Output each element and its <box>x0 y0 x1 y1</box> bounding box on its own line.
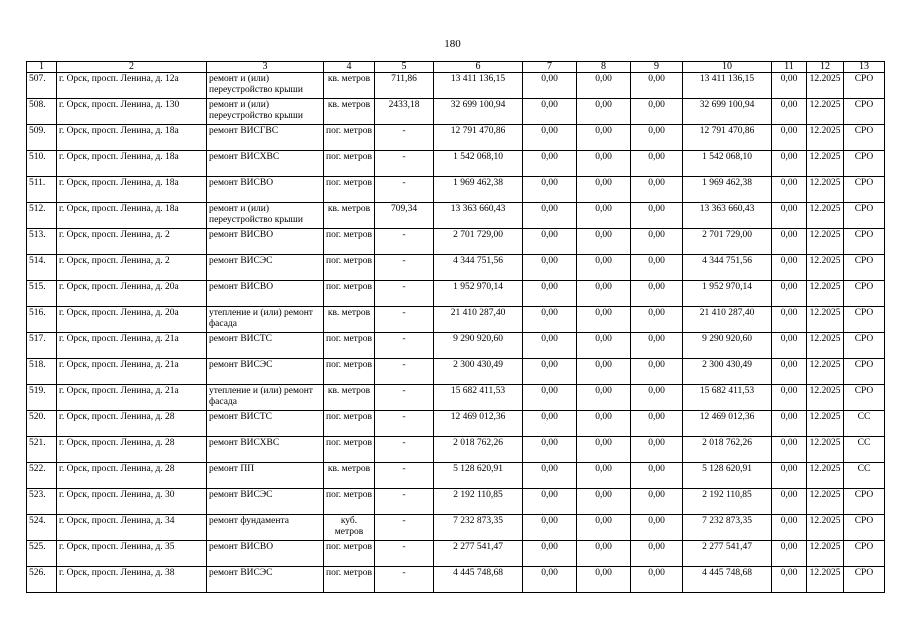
capital-repair-table <box>26 61 885 593</box>
work-type-cell: ремонт ВИСВО <box>207 541 324 567</box>
address-cell: г. Орск, просп. Ленина, д. 28 <box>57 411 207 437</box>
column-number-row <box>27 62 885 73</box>
completion-date-cell: 12.2025 <box>807 541 844 567</box>
owners-funds-cell: 2 018 762,26 <box>683 437 772 463</box>
table-row <box>27 177 885 203</box>
fund-cell: 0,00 <box>631 281 683 307</box>
other-funds-cell: 0,00 <box>772 333 807 359</box>
column-number-header: 1 <box>27 62 57 73</box>
column-number-header: 10 <box>683 62 772 73</box>
table-row <box>27 281 885 307</box>
fund-cell: 0,00 <box>577 385 631 411</box>
table-row <box>27 229 885 255</box>
unit-cell: кв. метров <box>324 203 375 229</box>
area-cell: - <box>375 255 434 281</box>
work-type-cell: утепление и (или) ремонт фасада <box>207 385 324 411</box>
completion-date-cell: 12.2025 <box>807 99 844 125</box>
row-number: 511. <box>27 177 57 203</box>
fund-cell: 0,00 <box>631 177 683 203</box>
column-number-header: 5 <box>375 62 434 73</box>
total-cost-cell: 32 699 100,94 <box>434 99 523 125</box>
owners-funds-cell: 4 445 748,68 <box>683 567 772 593</box>
table-row <box>27 73 885 99</box>
row-number: 525. <box>27 541 57 567</box>
other-funds-cell: 0,00 <box>772 359 807 385</box>
fund-cell: 0,00 <box>523 541 577 567</box>
fund-cell: 0,00 <box>523 567 577 593</box>
fund-cell: 0,00 <box>631 203 683 229</box>
row-number: 510. <box>27 151 57 177</box>
other-funds-cell: 0,00 <box>772 281 807 307</box>
other-funds-cell: 0,00 <box>772 385 807 411</box>
fund-cell: 0,00 <box>523 255 577 281</box>
total-cost-cell: 4 344 751,56 <box>434 255 523 281</box>
table-row <box>27 255 885 281</box>
method-cell: СС <box>844 411 885 437</box>
row-number: 522. <box>27 463 57 489</box>
completion-date-cell: 12.2025 <box>807 177 844 203</box>
area-cell: - <box>375 151 434 177</box>
address-cell: г. Орск, просп. Ленина, д. 20а <box>57 281 207 307</box>
owners-funds-cell: 2 277 541,47 <box>683 541 772 567</box>
owners-funds-cell: 9 290 920,60 <box>683 333 772 359</box>
owners-funds-cell: 2 192 110,85 <box>683 489 772 515</box>
method-cell: СРО <box>844 73 885 99</box>
area-cell: - <box>375 307 434 333</box>
table-row <box>27 307 885 333</box>
method-cell: СРО <box>844 359 885 385</box>
total-cost-cell: 13 411 136,15 <box>434 73 523 99</box>
work-type-cell: ремонт ВИСТС <box>207 411 324 437</box>
owners-funds-cell: 12 791 470,86 <box>683 125 772 151</box>
completion-date-cell: 12.2025 <box>807 203 844 229</box>
work-type-cell: ремонт ВИСВО <box>207 229 324 255</box>
method-cell: СС <box>844 463 885 489</box>
row-number: 521. <box>27 437 57 463</box>
row-number: 517. <box>27 333 57 359</box>
row-number: 518. <box>27 359 57 385</box>
table-row <box>27 567 885 593</box>
completion-date-cell: 12.2025 <box>807 125 844 151</box>
unit-cell: кв. метров <box>324 99 375 125</box>
work-type-cell: ремонт ПП <box>207 463 324 489</box>
area-cell: - <box>375 437 434 463</box>
unit-cell: пог. метров <box>324 359 375 385</box>
method-cell: СРО <box>844 255 885 281</box>
completion-date-cell: 12.2025 <box>807 489 844 515</box>
method-cell: СРО <box>844 229 885 255</box>
owners-funds-cell: 12 469 012,36 <box>683 411 772 437</box>
fund-cell: 0,00 <box>523 333 577 359</box>
fund-cell: 0,00 <box>577 437 631 463</box>
other-funds-cell: 0,00 <box>772 437 807 463</box>
total-cost-cell: 2 018 762,26 <box>434 437 523 463</box>
unit-cell: пог. метров <box>324 567 375 593</box>
column-number-header: 9 <box>631 62 683 73</box>
unit-cell: кв. метров <box>324 307 375 333</box>
work-type-cell: ремонт ВИСТС <box>207 333 324 359</box>
area-cell: - <box>375 177 434 203</box>
other-funds-cell: 0,00 <box>772 73 807 99</box>
fund-cell: 0,00 <box>523 385 577 411</box>
owners-funds-cell: 7 232 873,35 <box>683 515 772 541</box>
address-cell: г. Орск, просп. Ленина, д. 18а <box>57 125 207 151</box>
total-cost-cell: 2 300 430,49 <box>434 359 523 385</box>
column-number-header: 8 <box>577 62 631 73</box>
other-funds-cell: 0,00 <box>772 567 807 593</box>
fund-cell: 0,00 <box>631 255 683 281</box>
unit-cell: пог. метров <box>324 489 375 515</box>
completion-date-cell: 12.2025 <box>807 333 844 359</box>
fund-cell: 0,00 <box>631 515 683 541</box>
completion-date-cell: 12.2025 <box>807 567 844 593</box>
total-cost-cell: 12 469 012,36 <box>434 411 523 437</box>
total-cost-cell: 1 969 462,38 <box>434 177 523 203</box>
table-row <box>27 203 885 229</box>
table-row <box>27 437 885 463</box>
work-type-cell: ремонт и (или) переустройство крыши <box>207 203 324 229</box>
unit-cell: кв. метров <box>324 73 375 99</box>
completion-date-cell: 12.2025 <box>807 229 844 255</box>
fund-cell: 0,00 <box>631 567 683 593</box>
fund-cell: 0,00 <box>631 463 683 489</box>
owners-funds-cell: 21 410 287,40 <box>683 307 772 333</box>
unit-cell: пог. метров <box>324 411 375 437</box>
total-cost-cell: 2 192 110,85 <box>434 489 523 515</box>
fund-cell: 0,00 <box>523 229 577 255</box>
other-funds-cell: 0,00 <box>772 229 807 255</box>
address-cell: г. Орск, просп. Ленина, д. 38 <box>57 567 207 593</box>
address-cell: г. Орск, просп. Ленина, д. 21а <box>57 333 207 359</box>
table-row <box>27 125 885 151</box>
method-cell: СРО <box>844 333 885 359</box>
table-row <box>27 359 885 385</box>
fund-cell: 0,00 <box>631 151 683 177</box>
fund-cell: 0,00 <box>523 99 577 125</box>
fund-cell: 0,00 <box>523 437 577 463</box>
owners-funds-cell: 4 344 751,56 <box>683 255 772 281</box>
method-cell: СРО <box>844 281 885 307</box>
address-cell: г. Орск, просп. Ленина, д. 12а <box>57 73 207 99</box>
row-number: 509. <box>27 125 57 151</box>
work-type-cell: ремонт фундамента <box>207 515 324 541</box>
fund-cell: 0,00 <box>523 203 577 229</box>
fund-cell: 0,00 <box>577 567 631 593</box>
area-cell: - <box>375 281 434 307</box>
table-row <box>27 333 885 359</box>
fund-cell: 0,00 <box>523 73 577 99</box>
fund-cell: 0,00 <box>631 411 683 437</box>
address-cell: г. Орск, просп. Ленина, д. 18а <box>57 177 207 203</box>
owners-funds-cell: 13 411 136,15 <box>683 73 772 99</box>
method-cell: СРО <box>844 489 885 515</box>
fund-cell: 0,00 <box>577 203 631 229</box>
owners-funds-cell: 1 969 462,38 <box>683 177 772 203</box>
column-number-header: 4 <box>324 62 375 73</box>
method-cell: СРО <box>844 151 885 177</box>
page-number: 180 <box>444 38 461 50</box>
fund-cell: 0,00 <box>631 125 683 151</box>
work-type-cell: ремонт ВИСХВС <box>207 151 324 177</box>
fund-cell: 0,00 <box>631 385 683 411</box>
fund-cell: 0,00 <box>577 177 631 203</box>
work-type-cell: ремонт ВИСВО <box>207 281 324 307</box>
fund-cell: 0,00 <box>631 359 683 385</box>
total-cost-cell: 1 542 068,10 <box>434 151 523 177</box>
fund-cell: 0,00 <box>577 99 631 125</box>
total-cost-cell: 4 445 748,68 <box>434 567 523 593</box>
work-type-cell: ремонт и (или) переустройство крыши <box>207 73 324 99</box>
row-number: 508. <box>27 99 57 125</box>
method-cell: СРО <box>844 203 885 229</box>
method-cell: СРО <box>844 99 885 125</box>
area-cell: - <box>375 567 434 593</box>
table-row <box>27 99 885 125</box>
address-cell: г. Орск, просп. Ленина, д. 18а <box>57 151 207 177</box>
total-cost-cell: 5 128 620,91 <box>434 463 523 489</box>
row-number: 514. <box>27 255 57 281</box>
completion-date-cell: 12.2025 <box>807 437 844 463</box>
unit-cell: пог. метров <box>324 437 375 463</box>
method-cell: СРО <box>844 541 885 567</box>
row-number: 519. <box>27 385 57 411</box>
fund-cell: 0,00 <box>577 463 631 489</box>
table-row <box>27 151 885 177</box>
fund-cell: 0,00 <box>577 73 631 99</box>
address-cell: г. Орск, просп. Ленина, д. 34 <box>57 515 207 541</box>
other-funds-cell: 0,00 <box>772 125 807 151</box>
unit-cell: куб. метров <box>324 515 375 541</box>
total-cost-cell: 2 277 541,47 <box>434 541 523 567</box>
column-number-header: 7 <box>523 62 577 73</box>
total-cost-cell: 15 682 411,53 <box>434 385 523 411</box>
owners-funds-cell: 2 701 729,00 <box>683 229 772 255</box>
fund-cell: 0,00 <box>577 359 631 385</box>
column-number-header: 3 <box>207 62 324 73</box>
unit-cell: пог. метров <box>324 281 375 307</box>
row-number: 524. <box>27 515 57 541</box>
total-cost-cell: 21 410 287,40 <box>434 307 523 333</box>
total-cost-cell: 7 232 873,35 <box>434 515 523 541</box>
row-number: 520. <box>27 411 57 437</box>
fund-cell: 0,00 <box>577 489 631 515</box>
total-cost-cell: 2 701 729,00 <box>434 229 523 255</box>
fund-cell: 0,00 <box>577 411 631 437</box>
fund-cell: 0,00 <box>631 489 683 515</box>
area-cell: 711,86 <box>375 73 434 99</box>
table-body <box>27 73 885 593</box>
fund-cell: 0,00 <box>577 255 631 281</box>
work-type-cell: ремонт ВИСЭС <box>207 255 324 281</box>
fund-cell: 0,00 <box>523 463 577 489</box>
owners-funds-cell: 13 363 660,43 <box>683 203 772 229</box>
work-type-cell: ремонт ВИСЭС <box>207 489 324 515</box>
address-cell: г. Орск, просп. Ленина, д. 21а <box>57 359 207 385</box>
address-cell: г. Орск, просп. Ленина, д. 35 <box>57 541 207 567</box>
table-row <box>27 541 885 567</box>
fund-cell: 0,00 <box>631 437 683 463</box>
area-cell: 2433,18 <box>375 99 434 125</box>
fund-cell: 0,00 <box>523 515 577 541</box>
column-number-header: 12 <box>807 62 844 73</box>
address-cell: г. Орск, просп. Ленина, д. 21а <box>57 385 207 411</box>
method-cell: СРО <box>844 515 885 541</box>
other-funds-cell: 0,00 <box>772 411 807 437</box>
completion-date-cell: 12.2025 <box>807 255 844 281</box>
address-cell: г. Орск, просп. Ленина, д. 130 <box>57 99 207 125</box>
fund-cell: 0,00 <box>631 307 683 333</box>
column-number-header: 2 <box>57 62 207 73</box>
area-cell: - <box>375 359 434 385</box>
work-type-cell: ремонт и (или) переустройство крыши <box>207 99 324 125</box>
fund-cell: 0,00 <box>577 281 631 307</box>
work-type-cell: ремонт ВИСВО <box>207 177 324 203</box>
address-cell: г. Орск, просп. Ленина, д. 2 <box>57 229 207 255</box>
area-cell: - <box>375 515 434 541</box>
unit-cell: пог. метров <box>324 151 375 177</box>
row-number: 513. <box>27 229 57 255</box>
column-number-header: 13 <box>844 62 885 73</box>
address-cell: г. Орск, просп. Ленина, д. 28 <box>57 463 207 489</box>
address-cell: г. Орск, просп. Ленина, д. 28 <box>57 437 207 463</box>
fund-cell: 0,00 <box>523 177 577 203</box>
unit-cell: кв. метров <box>324 385 375 411</box>
area-cell: - <box>375 489 434 515</box>
address-cell: г. Орск, просп. Ленина, д. 30 <box>57 489 207 515</box>
unit-cell: кв. метров <box>324 463 375 489</box>
completion-date-cell: 12.2025 <box>807 307 844 333</box>
unit-cell: пог. метров <box>324 255 375 281</box>
unit-cell: пог. метров <box>324 125 375 151</box>
fund-cell: 0,00 <box>577 229 631 255</box>
owners-funds-cell: 32 699 100,94 <box>683 99 772 125</box>
fund-cell: 0,00 <box>577 151 631 177</box>
area-cell: - <box>375 463 434 489</box>
address-cell: г. Орск, просп. Ленина, д. 2 <box>57 255 207 281</box>
total-cost-cell: 1 952 970,14 <box>434 281 523 307</box>
fund-cell: 0,00 <box>631 229 683 255</box>
area-cell: 709,34 <box>375 203 434 229</box>
completion-date-cell: 12.2025 <box>807 151 844 177</box>
total-cost-cell: 12 791 470,86 <box>434 125 523 151</box>
fund-cell: 0,00 <box>577 541 631 567</box>
fund-cell: 0,00 <box>523 151 577 177</box>
other-funds-cell: 0,00 <box>772 515 807 541</box>
completion-date-cell: 12.2025 <box>807 73 844 99</box>
table-row <box>27 489 885 515</box>
work-type-cell: ремонт ВИСЭС <box>207 567 324 593</box>
table-row <box>27 515 885 541</box>
area-cell: - <box>375 385 434 411</box>
owners-funds-cell: 1 952 970,14 <box>683 281 772 307</box>
area-cell: - <box>375 541 434 567</box>
method-cell: СРО <box>844 125 885 151</box>
column-number-header: 11 <box>772 62 807 73</box>
column-number-header: 6 <box>434 62 523 73</box>
other-funds-cell: 0,00 <box>772 307 807 333</box>
other-funds-cell: 0,00 <box>772 177 807 203</box>
completion-date-cell: 12.2025 <box>807 385 844 411</box>
table-row <box>27 385 885 411</box>
fund-cell: 0,00 <box>577 515 631 541</box>
owners-funds-cell: 5 128 620,91 <box>683 463 772 489</box>
address-cell: г. Орск, просп. Ленина, д. 20а <box>57 307 207 333</box>
other-funds-cell: 0,00 <box>772 255 807 281</box>
completion-date-cell: 12.2025 <box>807 411 844 437</box>
unit-cell: пог. метров <box>324 177 375 203</box>
row-number: 515. <box>27 281 57 307</box>
work-type-cell: утепление и (или) ремонт фасада <box>207 307 324 333</box>
fund-cell: 0,00 <box>577 125 631 151</box>
work-type-cell: ремонт ВИСХВС <box>207 437 324 463</box>
unit-cell: пог. метров <box>324 333 375 359</box>
fund-cell: 0,00 <box>631 541 683 567</box>
method-cell: СС <box>844 437 885 463</box>
row-number: 523. <box>27 489 57 515</box>
fund-cell: 0,00 <box>577 333 631 359</box>
completion-date-cell: 12.2025 <box>807 463 844 489</box>
row-number: 516. <box>27 307 57 333</box>
row-number: 512. <box>27 203 57 229</box>
method-cell: СРО <box>844 177 885 203</box>
total-cost-cell: 13 363 660,43 <box>434 203 523 229</box>
fund-cell: 0,00 <box>523 281 577 307</box>
fund-cell: 0,00 <box>631 73 683 99</box>
area-cell: - <box>375 333 434 359</box>
other-funds-cell: 0,00 <box>772 99 807 125</box>
other-funds-cell: 0,00 <box>772 541 807 567</box>
fund-cell: 0,00 <box>523 307 577 333</box>
owners-funds-cell: 1 542 068,10 <box>683 151 772 177</box>
method-cell: СРО <box>844 385 885 411</box>
completion-date-cell: 12.2025 <box>807 281 844 307</box>
area-cell: - <box>375 411 434 437</box>
other-funds-cell: 0,00 <box>772 151 807 177</box>
fund-cell: 0,00 <box>523 489 577 515</box>
row-number: 526. <box>27 567 57 593</box>
fund-cell: 0,00 <box>523 359 577 385</box>
completion-date-cell: 12.2025 <box>807 515 844 541</box>
method-cell: СРО <box>844 567 885 593</box>
table-row <box>27 411 885 437</box>
method-cell: СРО <box>844 307 885 333</box>
other-funds-cell: 0,00 <box>772 489 807 515</box>
area-cell: - <box>375 125 434 151</box>
other-funds-cell: 0,00 <box>772 203 807 229</box>
fund-cell: 0,00 <box>631 333 683 359</box>
fund-cell: 0,00 <box>523 411 577 437</box>
work-type-cell: ремонт ВИСЭС <box>207 359 324 385</box>
work-type-cell: ремонт ВИСГВС <box>207 125 324 151</box>
owners-funds-cell: 2 300 430,49 <box>683 359 772 385</box>
row-number: 507. <box>27 73 57 99</box>
completion-date-cell: 12.2025 <box>807 359 844 385</box>
table-row <box>27 463 885 489</box>
fund-cell: 0,00 <box>577 307 631 333</box>
unit-cell: пог. метров <box>324 541 375 567</box>
address-cell: г. Орск, просп. Ленина, д. 18а <box>57 203 207 229</box>
fund-cell: 0,00 <box>631 99 683 125</box>
total-cost-cell: 9 290 920,60 <box>434 333 523 359</box>
fund-cell: 0,00 <box>523 125 577 151</box>
area-cell: - <box>375 229 434 255</box>
owners-funds-cell: 15 682 411,53 <box>683 385 772 411</box>
other-funds-cell: 0,00 <box>772 463 807 489</box>
unit-cell: пог. метров <box>324 229 375 255</box>
